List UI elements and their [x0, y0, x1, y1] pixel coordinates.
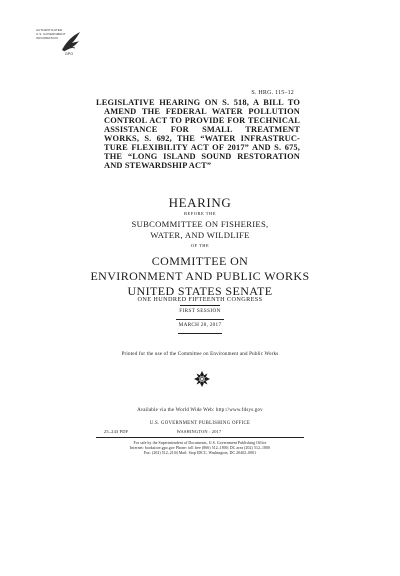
title-line: CONTROL ACT TO PROVIDE FOR TECHNICAL — [104, 116, 300, 125]
logo-line: INFORMATION — [36, 36, 58, 40]
title-line: AND STEWARDSHIP ACT” — [104, 161, 212, 170]
logo-line: AUTHENTICATED — [36, 28, 63, 32]
hearing-date: MARCH 28, 2017 — [178, 322, 222, 328]
availability-note: Available via the World Wide Web: http://www.fdsys.gov — [137, 408, 263, 413]
title-line: TURE FLEXIBILITY ACT OF 2017” AND S. 675, — [104, 143, 300, 152]
subcommittee-line: SUBCOMMITTEE ON FISHERIES, — [131, 219, 269, 229]
title-line: WORKS, S. 692, THE “WATER INFRASTRUC- — [104, 134, 300, 143]
title-line: LEGISLATIVE HEARING ON S. 518, A BILL TO — [96, 98, 300, 107]
title-line: ASSISTANCE FOR SMALL TREATMENT — [104, 125, 300, 134]
before-the-label: BEFORE THE — [183, 211, 217, 216]
of-the-label: OF THE — [190, 243, 210, 248]
sales-line: For sale by the Superintendent of Documents, U.S. Government Publishing Office — [133, 441, 267, 445]
logo-line: U.S. GOVERNMENT — [36, 32, 66, 36]
printing-office-emblem-icon — [193, 370, 211, 388]
hearing-heading: HEARING — [168, 195, 232, 210]
location-year: WASHINGTON : 2017 — [176, 429, 222, 434]
committee-line: UNITED STATES SENATE — [127, 284, 273, 298]
sales-info — [0, 441, 400, 456]
committee-line: COMMITTEE ON — [151, 254, 249, 268]
sales-line: Internet: bookstore.gpo.gov Phone: toll free (866) 512–1800; DC area (202) 512–1800 — [130, 446, 270, 450]
sales-line: Fax: (202) 512–2104 Mail: Stop IDCC, Washington, DC 20402–0001 — [143, 451, 257, 455]
divider-rule — [180, 305, 220, 306]
printed-for-note: Printed for the use of the Committee on Environment and Public Works — [121, 352, 279, 357]
committee-line: ENVIRONMENT AND PUBLIC WORKS — [90, 269, 310, 283]
hearing-serial-number: S. HRG. 115–12 — [251, 90, 294, 96]
session-label: FIRST SESSION — [179, 308, 221, 314]
eagle-icon — [60, 30, 82, 56]
seal-text: GPO — [65, 52, 73, 56]
publishing-office-name: U.S. GOVERNMENT PUBLISHING OFFICE — [149, 421, 251, 426]
job-number: 25–243 PDF — [104, 429, 129, 434]
title-line: AMEND THE FEDERAL WATER POLLUTION — [104, 107, 300, 116]
authenticated-logo — [36, 28, 86, 58]
hearing-title — [96, 98, 300, 170]
divider-rule — [178, 333, 222, 334]
subcommittee-line: WATER, AND WILDLIFE — [150, 230, 250, 240]
title-line: THE “LONG ISLAND SOUND RESTORATION — [104, 152, 300, 161]
divider-rule — [96, 437, 304, 438]
congress-label: ONE HUNDRED FIFTEENTH CONGRESS — [137, 296, 263, 303]
subcommittee-name — [0, 219, 400, 241]
committee-name — [0, 254, 400, 299]
divider-rule — [176, 319, 224, 320]
